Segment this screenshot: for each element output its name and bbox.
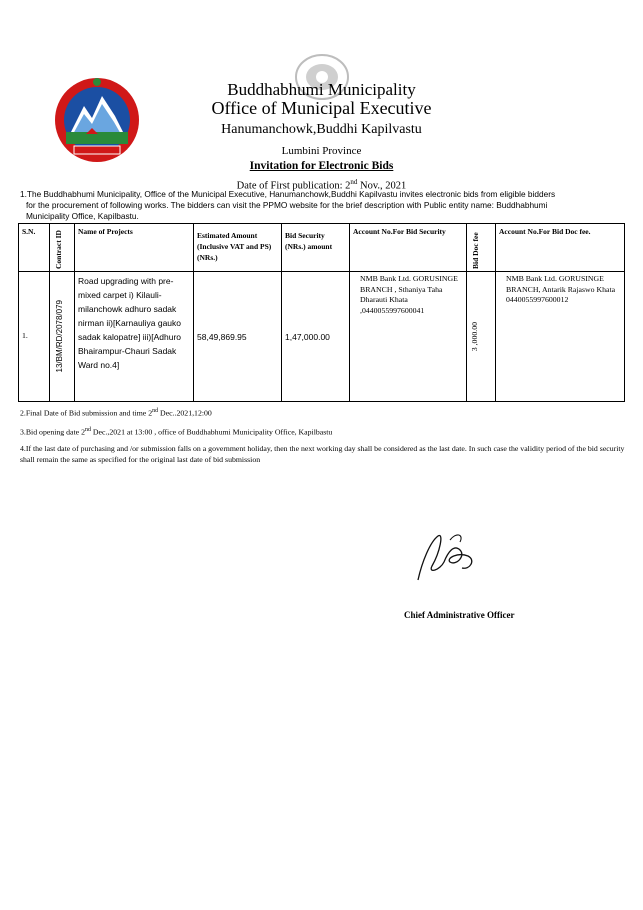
header-sn: S.N. — [19, 224, 50, 272]
cell-account-fee: NMB Bank Ltd. GORUSINGE BRANCH, Antarik Rajaswo Khata 0440055997600012 — [496, 272, 625, 402]
table-header-row — [19, 224, 625, 272]
note-4: 4.If the last date of purchasing and /or submission falls on a government holiday, then the next working day shall be considered as the last date. In such case the validity period of the bid security shall remain the same as specified for the original last date of bid submission — [20, 444, 625, 464]
province: Lumbini Province — [281, 145, 362, 157]
note-3: 3.Bid opening date 2nd Dec.,2021 at 13:00 , office of Buddhabhumi Municipality Office, Kapilbastu — [20, 427, 333, 437]
signature-icon — [410, 522, 490, 592]
cell-security: 1,47,000.00 — [282, 272, 350, 402]
header-contract-id: Contract ID — [54, 230, 63, 269]
cell-estimated: 58,49,869.95 — [194, 272, 282, 402]
intro-paragraph — [20, 189, 620, 222]
intro-line-1: 1.The Buddhabhumi Municipality, Office of the Municipal Executive, Hanumanchowk,Buddhi Kapilvastu invites electronic bids from eligible bidders — [20, 189, 556, 199]
header-doc-fee: Bid Doc fee — [471, 232, 480, 269]
org-name: Buddhabhumi Municipality — [227, 80, 416, 99]
cell-account-security: NMB Bank Ltd. GORUSINGE BRANCH , Sthaniya Taha Dharauti Khata ,0440055997600041 — [350, 272, 467, 402]
office-name: Office of Municipal Executive — [211, 98, 432, 118]
intro-line-2: for the procurement of following works. The bidders can visit the PPMO website for the brief description with Public entity name: Buddhabhumi — [26, 200, 548, 210]
note-2: 2.Final Date of Bid submission and time 2nd Dec..2021,12:00 — [20, 408, 212, 418]
cell-project: Road upgrading with pre-mixed carpet i) Kilauli-milanchowk adhuro sadak nirman ii)[Karnauliya gauko sadak kalopatre] iii)[Adhuro Bhairampur-Chauri Sadak Ward no.4] — [75, 272, 194, 402]
address: Hanumanchowk,Buddhi Kapilvastu — [221, 122, 422, 137]
intro-line-3: Municipality Office, Kapilbastu. — [26, 211, 139, 221]
signatory-title: Chief Administrative Officer — [404, 610, 515, 620]
publication-date: Date of First publication: 2nd Nov., 2021 — [236, 178, 407, 192]
cell-doc-fee: 3 ,000.00 — [470, 321, 479, 352]
notice-title: Invitation for Electronic Bids — [249, 160, 394, 172]
header-estimated: Estimated Amount (Inclusive VAT and PS)(NRs.) — [194, 224, 282, 272]
header-security: Bid Security (NRs.) amount — [282, 224, 350, 272]
header-account-fee: Account No.For Bid Doc fee. — [496, 224, 625, 272]
bids-table — [18, 223, 625, 402]
header-project: Name of Projects — [75, 224, 194, 272]
table-row — [19, 272, 625, 402]
notes — [20, 406, 628, 471]
header-account-security: Account No.For Bid Security — [350, 224, 467, 272]
cell-sn: 1. — [19, 272, 50, 402]
cell-contract-id: 13/BM/RD/2078/079 — [55, 300, 64, 373]
